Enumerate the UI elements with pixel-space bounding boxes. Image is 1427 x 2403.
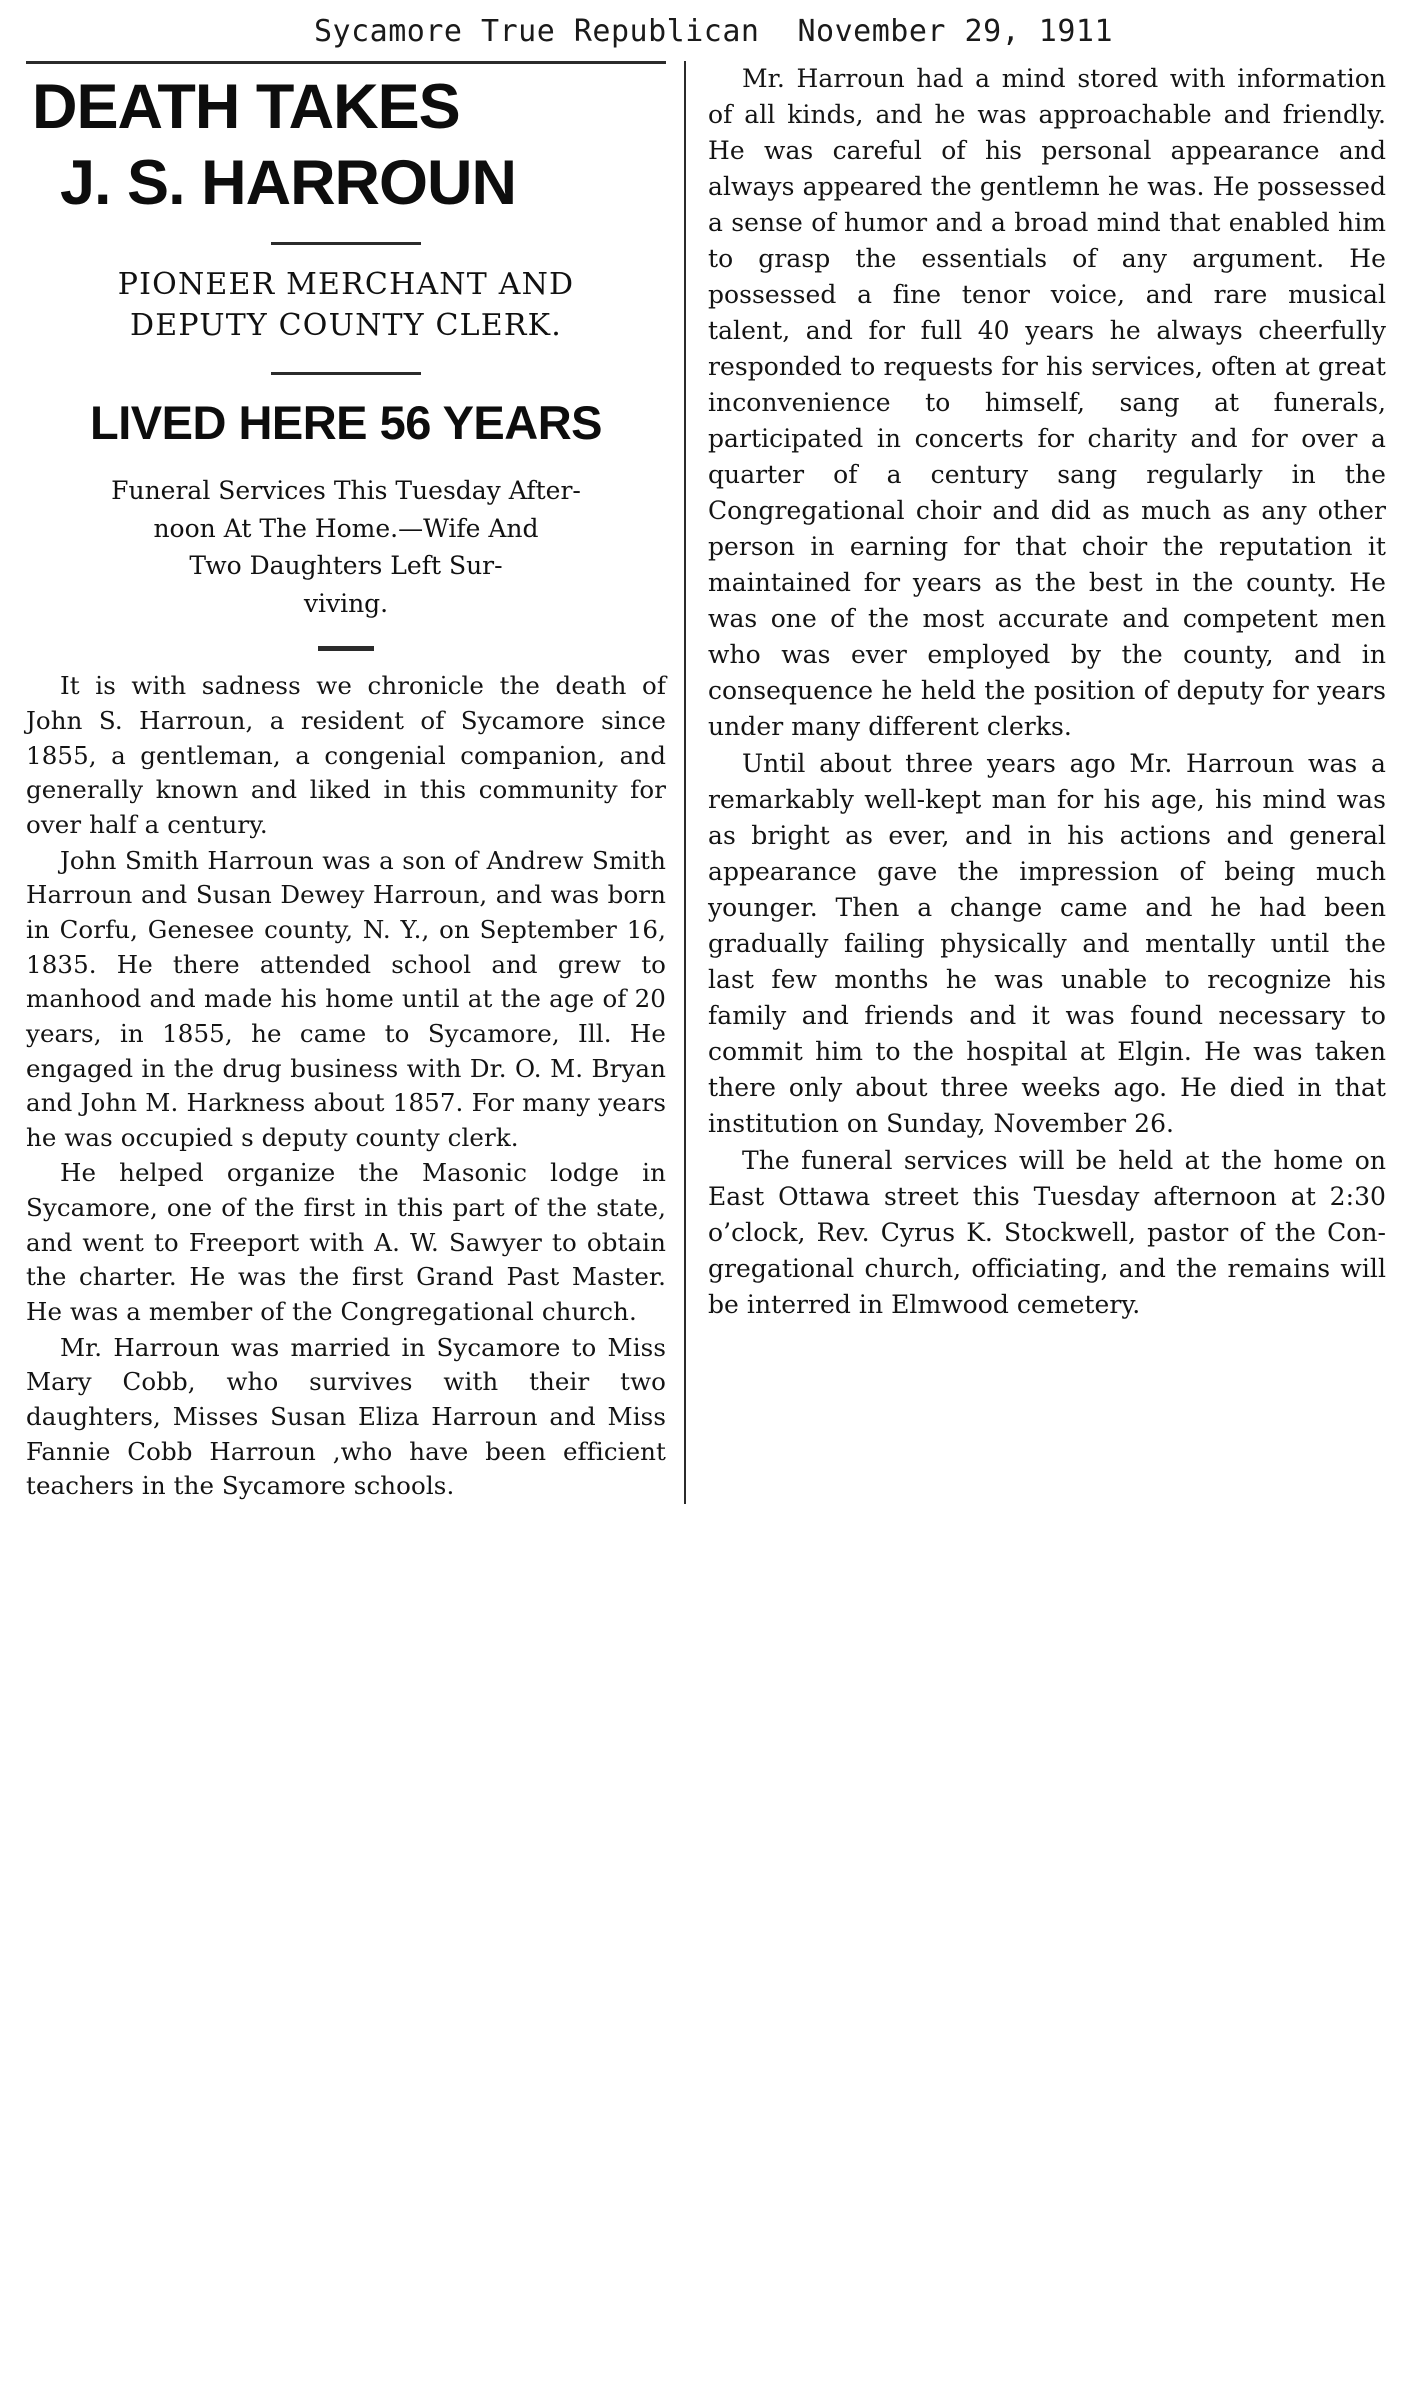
paragraph: Until about three years ago Mr. Harroun was a remarkably well-kept man for his age, his mind was as bright as ever, and in his actions and general appearance gave the impression of being much younger. Then a change came and he had been gradually failing physically and mentally until the last few months he was unable to recognize his family and friends and it was found necessary to commit him to the hospital at Elgin. He was taken there only about three weeks ago. He died in that institution on Sunday, November 26. [708,749,1386,1138]
headline-divider-2 [271,372,421,375]
newspaper-title: Sycamore True Republican [313,14,760,49]
paragraph: John Smith Harroun was a son of Andrew Smith Harroun and Susan Dewey Harroun, and was born in Corfu, Genesee county, N. Y., on September 16, 1835. He there attended school and grew to manhood and made his home until at the age of 20 years, in 1855, he came to Sycamore, Ill. He engaged in the drug business with Dr. O. M. Bryan and John M. Harkness about 1857. For many years he was occupied s deputy county clerk. [26,845,666,1152]
left-column-body [26,669,666,1504]
secondary-headline: LIVED HERE 56 YEARS [89,396,603,450]
article-columns [0,61,1427,1504]
paragraph: He helped organize the Masonic lodge in Sycamore, one of the first in this part of the state, and went to Freeport with A. W. Sawyer to obtain the charter. He was the first Grand Past Master. He was a member of the Congregational church. [26,1158,666,1327]
paragraph: The funeral services will be held at the home on East Ottawa street this Tuesday afternoon at 2:30 o’clock, Rev. Cyrus K. Stockwell, pastor of the Congregational church, officiating, and the remains will be interred in Elmwood cemetery. [708,1146,1386,1319]
subheadline-line-2: DEPUTY COUNTY CLERK. [130,307,562,343]
deck-line-4: viving. [303,588,389,618]
right-column-body [708,61,1386,1323]
headline-deck [26,472,666,622]
paragraph: Mr. Harroun was married in Sycamore to Miss Mary Cobb, who survives with their two daughters, Misses Susan Eliza Harroun and Miss Fannie Cobb Harroun ,who have been efficient teachers in the Sycamore schools. [26,1332,666,1501]
deck-line-1: Funeral Services This Tuesday After- [111,476,581,506]
paragraph: It is with sadness we chronicle the death of John S. Harroun, a resident of Sycamore since 1855, a gentleman, a congenial companion, and generally known and liked in this community for over half a century. [26,671,666,839]
headline-top-rule [26,61,666,64]
deck-line-2: noon At The Home.—Wife And [153,513,539,543]
subheadline-line-1: PIONEER MERCHANT AND [117,267,575,303]
headline-line-1: DEATH TAKES [32,72,460,142]
right-column [686,61,1386,1323]
deck-line-3: Two Daughters Left Sur- [189,551,503,581]
headline-line-2: J. S. HARROUN [60,148,517,219]
left-column [26,61,686,1504]
subheadline [26,265,666,346]
issue-date: November 29, 1911 [797,14,1114,49]
masthead [0,0,1427,61]
section-dinkus [318,646,374,651]
main-headline [26,72,666,219]
headline-divider-1 [271,242,421,245]
paragraph: Mr. Harroun had a mind stored with information of all kinds, and he was approachable and friendly. He was careful of his personal appearance and always appeared the gentlemn he was. He possessed a sense of humor and a broad mind that enabled him to grasp the essentials of any argument. He possessed a fine tenor voice, and rare musical talent, and for full 40 years he always cheerfully responded to requests for his services, often at great inconvenience to himself, sang at funerals, participated in concerts for charity and for over a quarter of a century sang regularly in the Congregational choir and did as much as any other person in earning for that choir the reputation it maintained for years as the best in the county. He was one of the most accurate and competent men who was ever employed by the county, and in consequence he held the position of deputy for years under many different clerks. [708,64,1386,741]
